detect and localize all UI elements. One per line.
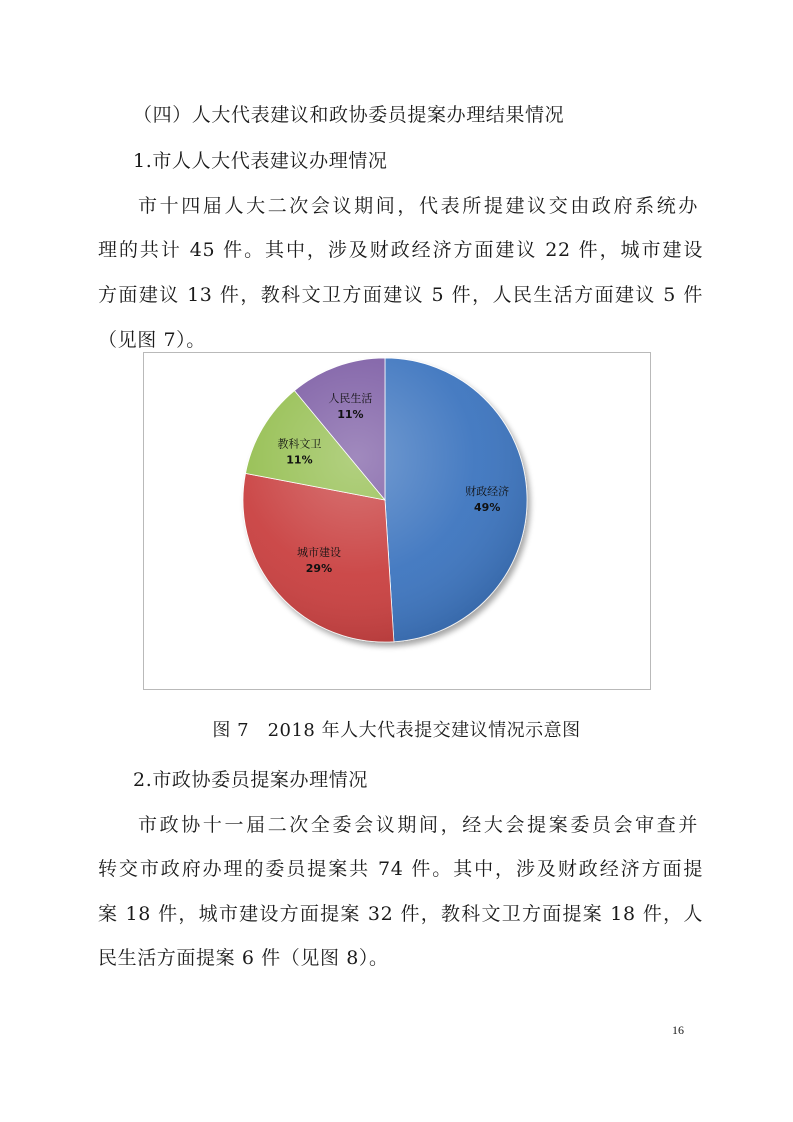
subsection-1-title: 1.市人人大代表建议办理情况 bbox=[133, 150, 388, 172]
paragraph-2-line-4: 民生活方面提案 6 件（见图 8）。 bbox=[98, 947, 389, 969]
pie-slice-percent-1: 49% bbox=[474, 500, 501, 514]
paragraph-1-line-3: 方面建议 13 件，教科文卫方面建议 5 件，人民生活方面建议 5 件 bbox=[98, 284, 703, 306]
paragraph-1-line-4: （见图 7）。 bbox=[98, 329, 206, 351]
section-heading: （四）人大代表建议和政协委员提案办理结果情况 bbox=[133, 104, 565, 126]
pie-chart bbox=[144, 353, 652, 691]
paragraph-1-line-2: 理的共计 45 件。其中，涉及财政经济方面建议 22 件，城市建设 bbox=[98, 239, 703, 261]
pie-slice-percent-4: 11% bbox=[337, 407, 364, 421]
paragraph-2-line-2: 转交市政府办理的委员提案共 74 件。其中，涉及财政经济方面提 bbox=[98, 858, 703, 880]
pie-slice-percent-2: 29% bbox=[305, 562, 333, 576]
pie-slice-label-1: 财政经济 bbox=[465, 484, 510, 498]
page-number: 16 bbox=[672, 1023, 684, 1037]
pie-chart-frame bbox=[143, 352, 651, 690]
subsection-2-title: 2.市政协委员提案办理情况 bbox=[133, 769, 368, 791]
pie-slice-label-2: 城市建设 bbox=[296, 546, 341, 560]
pie-slice-label-3: 教科文卫 bbox=[277, 437, 322, 451]
paragraph-2-line-3: 案 18 件，城市建设方面提案 32 件，教科文卫方面提案 18 件，人 bbox=[98, 903, 703, 925]
paragraph-2-line-1: 市政协十一届二次全委会议期间，经大会提案委员会审查并 bbox=[138, 814, 698, 836]
pie-slice-percent-3: 11% bbox=[286, 453, 313, 467]
pie-slice-label-4: 人民生活 bbox=[328, 391, 373, 405]
paragraph-1-line-1: 市十四届人大二次会议期间，代表所提建议交由政府系统办 bbox=[138, 195, 698, 217]
figure-caption: 图 7 2018 年人大代表提交建议情况示意图 bbox=[212, 720, 581, 741]
